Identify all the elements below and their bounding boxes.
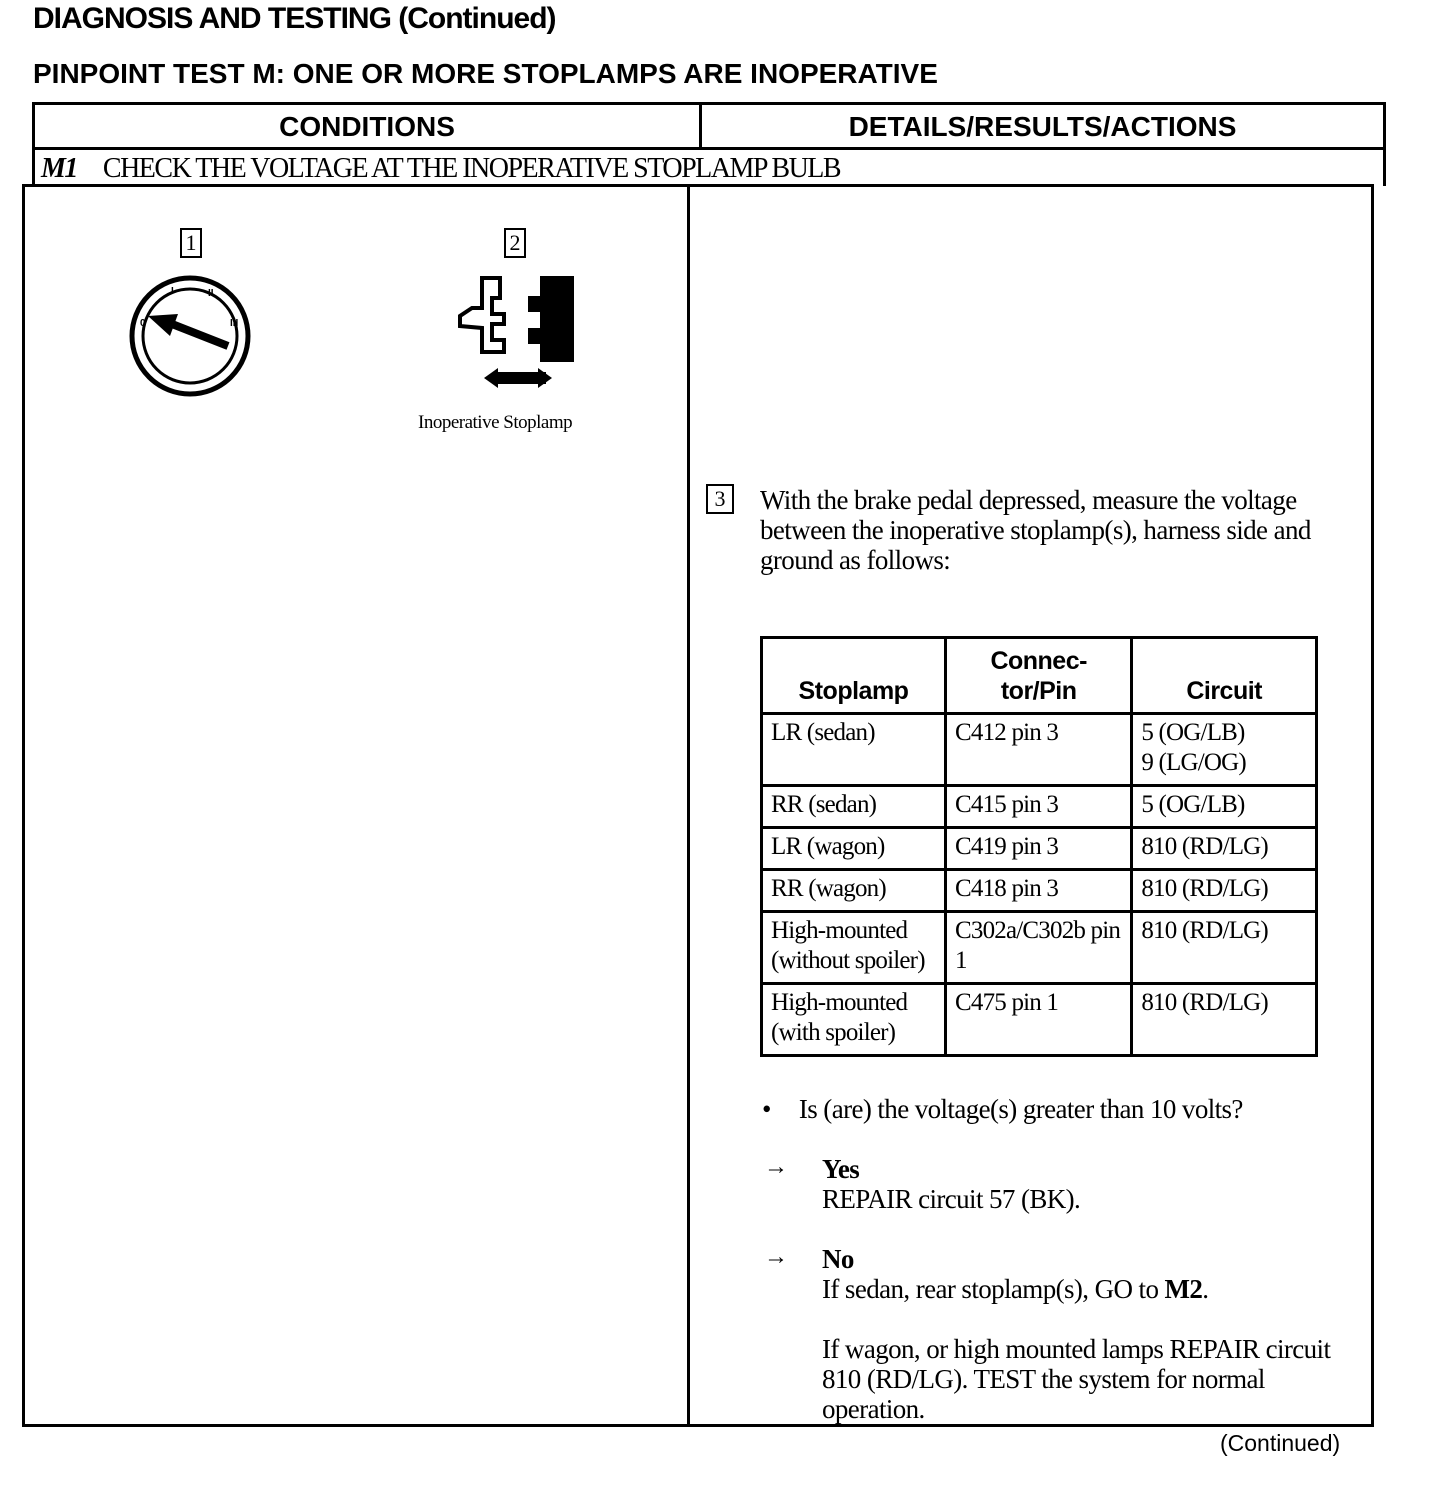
table-cell: 810 (RD/LG) [1132, 984, 1317, 1056]
instruction-text: With the brake pedal depressed, measure the voltage between the inoperative stoplamp(s), harness side and ground as follows: [760, 485, 1311, 575]
table-cell: C419 pin 3 [946, 828, 1132, 870]
table-cell: C415 pin 3 [946, 786, 1132, 828]
yes-label: Yes [822, 1154, 860, 1184]
step-1-label: 1 [180, 228, 202, 258]
column-header: Stoplamp [762, 638, 946, 714]
no-label: No [822, 1244, 854, 1274]
column-divider [687, 187, 690, 1424]
table-cell: RR (sedan) [762, 786, 946, 828]
continued-label: (Continued) [1220, 1430, 1341, 1456]
conditions-header: CONDITIONS [279, 111, 455, 142]
table-cell: 810 (RD/LG) [1132, 912, 1317, 984]
table-row [762, 714, 1317, 786]
no-action-2: If wagon, or high mounted lamps REPAIR circuit 810 (RD/LG). TEST the system for normal operation. [822, 1334, 1331, 1424]
step-reference: M2 [1164, 1274, 1203, 1304]
yes-action: REPAIR circuit 57 (BK). [822, 1184, 1081, 1214]
header-divider [35, 147, 1383, 150]
svg-text:I: I [171, 286, 174, 297]
no-action-1-text: If sedan, rear stoplamp(s), GO to [822, 1274, 1165, 1304]
table-cell: LR (sedan) [762, 714, 946, 786]
connector-caption: Inoperative Stoplamp [418, 412, 573, 433]
step-id: M1 [41, 153, 77, 184]
bullet-icon: • [762, 1094, 771, 1124]
table-row [762, 870, 1317, 912]
table-row [762, 786, 1317, 828]
table-cell: RR (wagon) [762, 870, 946, 912]
table-row [762, 912, 1317, 984]
voltage-table [760, 636, 1318, 1057]
details-header: DETAILS/RESULTS/ACTIONS [848, 111, 1237, 142]
connector-disconnect-icon [448, 272, 582, 396]
page-title: DIAGNOSIS AND TESTING (Continued) [33, 2, 556, 35]
question-text [762, 1094, 1243, 1125]
column-header: Circuit [1132, 638, 1317, 714]
pinpoint-test-title: PINPOINT TEST M: ONE OR MORE STOPLAMPS ARE INOPERATIVE [33, 58, 938, 89]
table-cell: 810 (RD/LG) [1132, 870, 1317, 912]
table-row [762, 984, 1317, 1056]
table-header-row [762, 638, 1317, 714]
no-action-1-suffix: . [1202, 1274, 1209, 1304]
step-title-row [41, 153, 840, 185]
table-cell: High-mounted (with spoiler) [762, 984, 946, 1056]
table-cell: C412 pin 3 [946, 714, 1132, 786]
table-cell: 810 (RD/LG) [1132, 828, 1317, 870]
no-action-1 [822, 1274, 1332, 1304]
step-title: CHECK THE VOLTAGE AT THE INOPERATIVE STOPLAMP BULB [102, 153, 841, 184]
svg-text:0: 0 [140, 318, 146, 329]
table-cell: C302a/C302b pin 1 [946, 912, 1132, 984]
table-header-frame [32, 102, 1386, 186]
column-header: Connec- tor/Pin [946, 638, 1132, 714]
no-answer [822, 1244, 1332, 1424]
ignition-switch-icon [126, 274, 254, 398]
svg-text:II: II [208, 288, 214, 299]
step-2-label: 2 [504, 228, 526, 258]
question-label: Is (are) the voltage(s) greater than 10 volts? [798, 1094, 1243, 1124]
step-3-label: 3 [706, 484, 734, 514]
table-cell: C475 pin 1 [946, 984, 1132, 1056]
svg-text:III: III [230, 318, 239, 329]
table-row [762, 828, 1317, 870]
arrow-right-icon: → [764, 1244, 788, 1270]
table-cell: 5 (OG/LB) [1132, 786, 1317, 828]
table-cell: 5 (OG/LB) 9 (LG/OG) [1132, 714, 1317, 786]
table-cell: LR (wagon) [762, 828, 946, 870]
yes-answer [822, 1154, 1322, 1214]
table-cell: C418 pin 3 [946, 870, 1132, 912]
arrow-right-icon: → [764, 1154, 788, 1180]
table-cell: High-mounted (without spoiler) [762, 912, 946, 984]
